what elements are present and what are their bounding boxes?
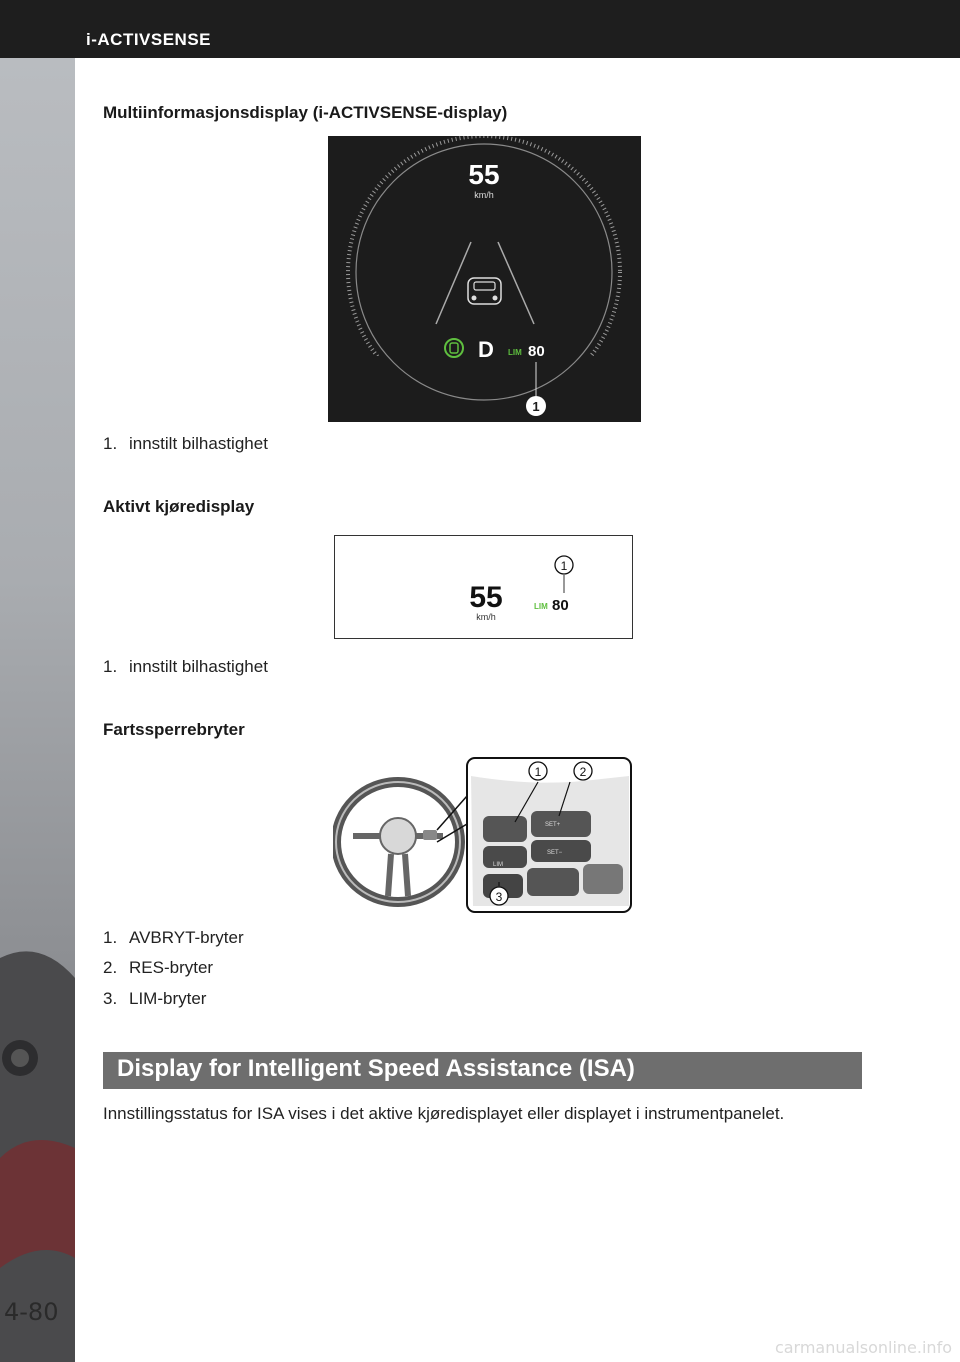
caption-switch-1: 1. AVBRYT-bryter <box>103 928 244 947</box>
section-title-switch: Fartssperrebryter <box>103 720 245 739</box>
caption-switch-2: 2. RES-bryter <box>103 958 214 977</box>
set-speed-value: 80 <box>528 343 545 360</box>
callout-1: 1 <box>532 399 540 414</box>
section-title-active: Aktivt kjøredisplay <box>103 497 255 516</box>
speed-value: 55 <box>468 159 500 190</box>
lim-switch-label: LIM <box>493 862 504 868</box>
multi-info-display-figure <box>328 136 641 422</box>
isa-heading-bar <box>103 1052 862 1089</box>
caption-active-1: 1. innstilt bilhastighet <box>103 657 268 676</box>
gear-indicator: D <box>478 337 494 362</box>
callout-1: 1 <box>534 765 542 779</box>
set-minus-label: SET− <box>547 850 563 856</box>
isa-paragraph: Innstillingsstatus for ISA vises i det aktive kjøredisplayet eller displayet i instrumentpanelet. <box>103 1104 785 1123</box>
page-number: 4-80 <box>4 1298 59 1326</box>
side-photo-strip <box>0 58 75 1362</box>
caption-switch-3: 3. LIM-bryter <box>103 989 207 1008</box>
active-driving-display-figure <box>334 535 633 639</box>
callout-1: 1 <box>560 559 568 573</box>
speed-unit: km/h <box>474 190 494 200</box>
chapter-title: i-ACTIVSENSE <box>86 30 212 49</box>
callout-2: 2 <box>579 765 587 779</box>
set-plus-label: SET+ <box>545 822 561 828</box>
lim-label: LIM <box>534 602 548 611</box>
set-speed-value: 80 <box>552 597 569 614</box>
watermark: carmanualsonline.info <box>774 1338 952 1357</box>
page-header <box>0 0 960 58</box>
lim-label: LIM <box>508 348 522 357</box>
callout-3: 3 <box>495 890 503 904</box>
speed-value: 55 <box>469 581 503 614</box>
caption-multi-1: 1. innstilt bilhastighet <box>103 434 268 453</box>
isa-heading: Display for Intelligent Speed Assistance (ISA) <box>117 1055 635 1082</box>
steering-wheel-illustration <box>336 782 460 902</box>
section-title-multi: Multiinformasjonsdisplay (i-ACTIVSENSE-display) <box>103 103 508 122</box>
switch-panel-closeup <box>471 776 629 906</box>
speed-limiter-switch-figure <box>333 756 633 914</box>
interior-photo <box>0 58 75 1362</box>
speed-unit: km/h <box>476 612 496 622</box>
